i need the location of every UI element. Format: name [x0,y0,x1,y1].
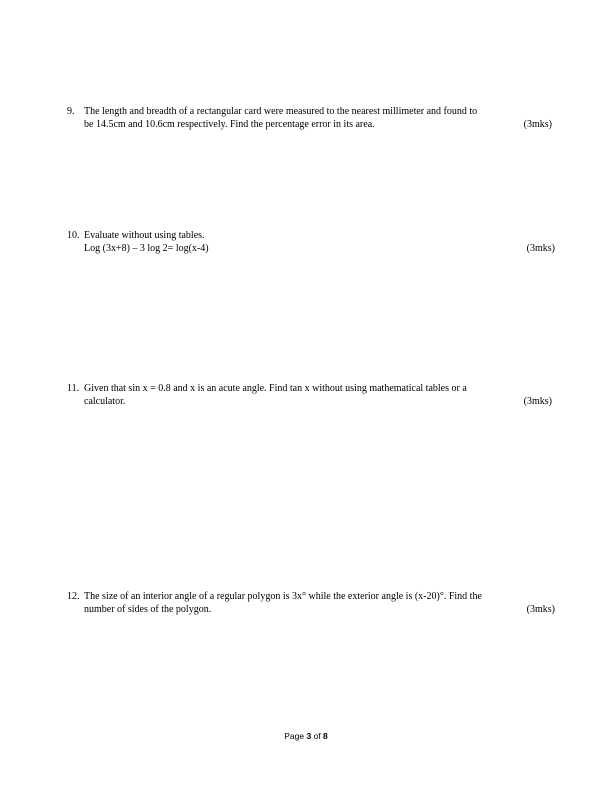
of-label: of [313,731,321,741]
question-text-line: The length and breadth of a rectangular card were measured to the nearest millimeter and found to [84,106,478,117]
current-page-number: 3 [306,731,312,741]
question-text: number of sides of the polygon. [84,603,212,615]
question-text: calculator. [84,395,126,407]
question-text-line: The size of an interior angle of a regular polygon is 3x° while the exterior angle is (x-20)°. Find the [84,591,482,602]
question-text-line-2 [67,119,563,132]
page-label: Page [284,731,305,741]
question-text-line-2 [67,243,563,256]
total-pages-number: 8 [323,731,328,741]
marks-label: (3mks) [523,118,552,130]
marks-label: (3mks) [523,395,552,407]
question-number: 9. [67,106,75,117]
question-10 [67,230,563,255]
marks-label: (3mks) [526,603,555,615]
page-footer [0,731,612,741]
question-text-line: Evaluate without using tables. [84,230,205,241]
question-12 [67,591,563,616]
question-number: 12. [67,591,80,602]
question-number: 10. [67,230,80,241]
question-text-line: Given that sin x = 0.8 and x is an acute angle. Find tan x without using mathematical tables or a [84,383,467,394]
marks-label: (3mks) [526,242,555,254]
question-text: Log (3x+8) – 3 log 2= log(x-4) [84,242,209,254]
question-9 [67,106,563,131]
question-text-line-2 [67,604,563,617]
question-number: 11. [67,383,80,394]
question-11 [67,383,563,408]
question-text-line-2 [67,396,563,409]
question-text: be 14.5cm and 10.6cm respectively. Find the percentage error in its area. [84,118,375,130]
